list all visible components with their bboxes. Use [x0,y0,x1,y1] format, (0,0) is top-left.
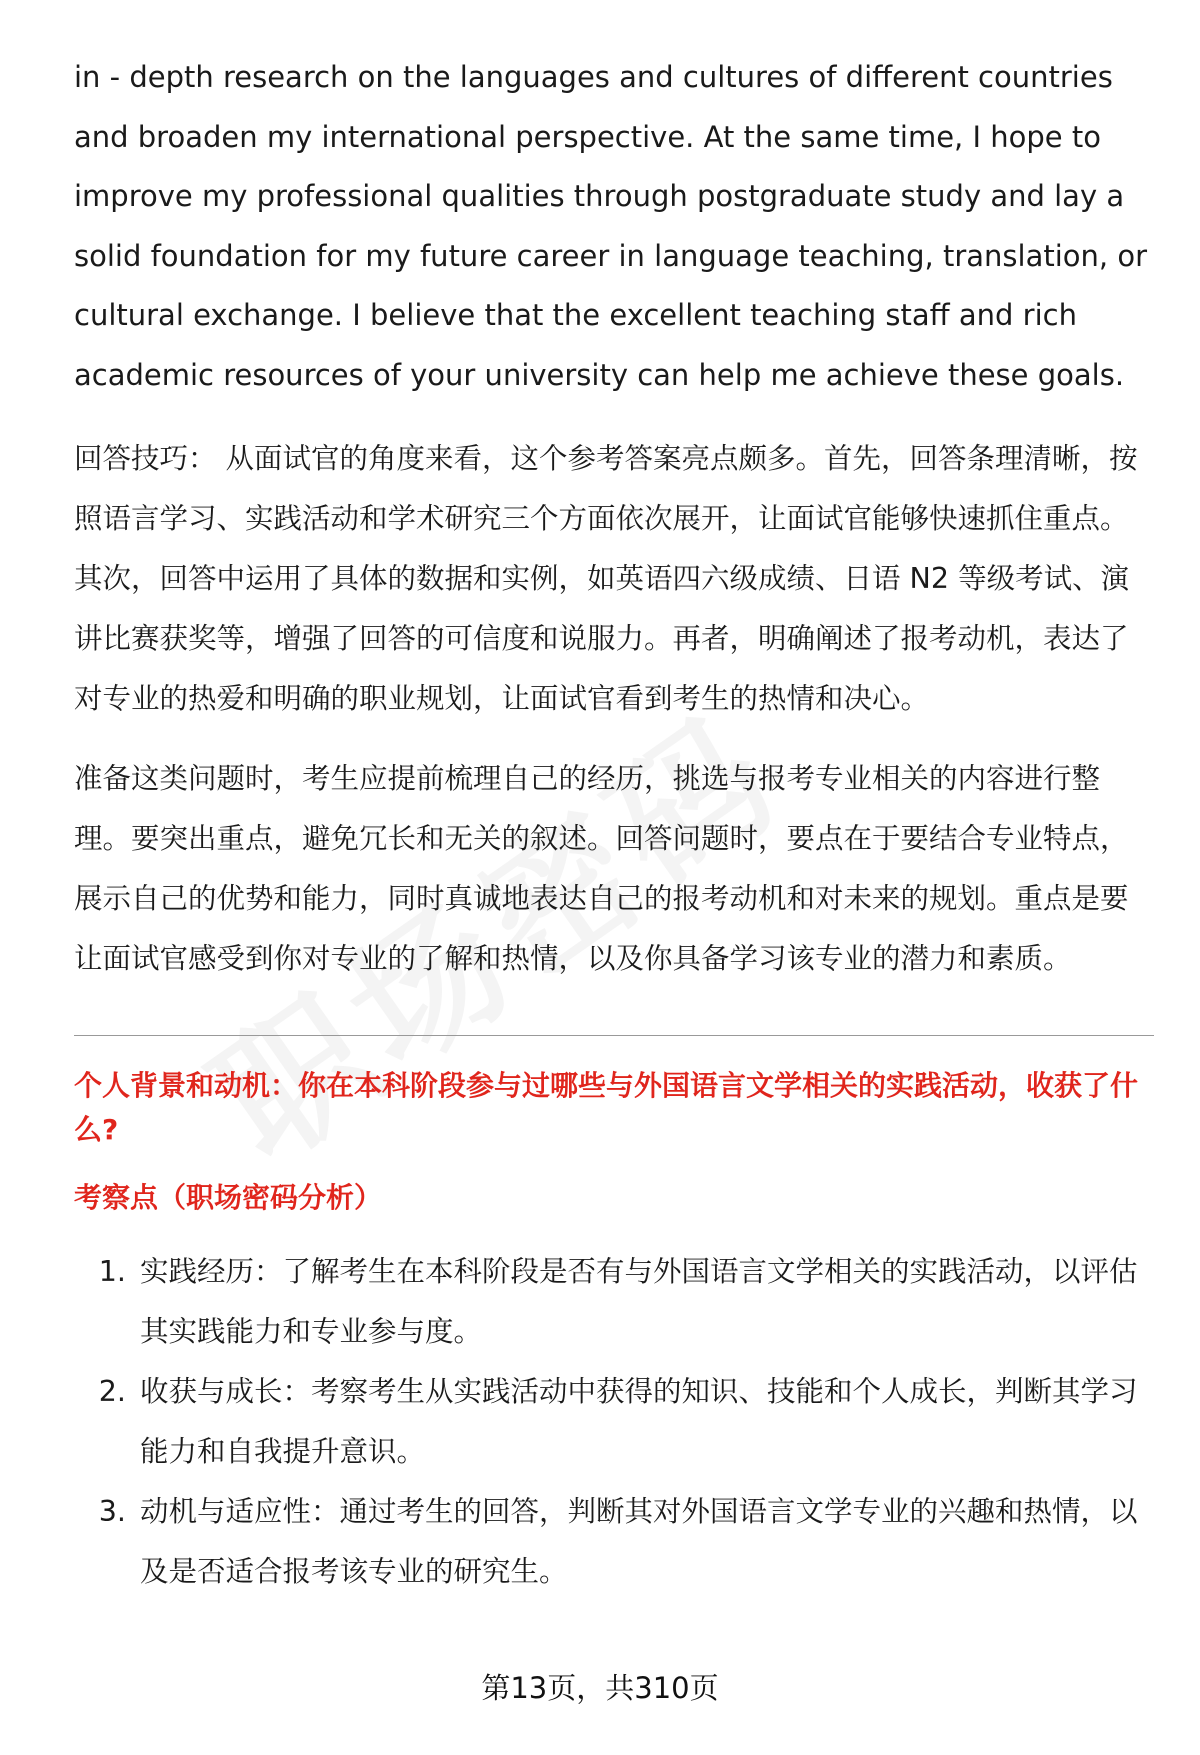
preparation-advice-paragraph: 准备这类问题时，考生应提前梳理自己的经历，挑选与报考专业相关的内容进行整理。要突出重点，避免冗长和无关的叙述。回答问题时，要点在于要结合专业特点，展示自己的优势和能力，同时真诚地表达自己的报考动机和对未来的规划。重点是要让面试官感受到你对专业的了解和热情，以及你具备学习该专业的潜力和素质。 [74,762,1129,975]
analysis-list [74,1242,1154,1602]
list-item-number: 3. [98,1495,126,1528]
list-item-number: 2. [98,1375,126,1408]
list-item-number: 1. [98,1255,126,1288]
section-divider [74,1035,1154,1036]
document-body [74,48,1154,1602]
list-item-text: 收获与成长：考察考生从实践活动中获得的知识、技能和个人成长，判断其学习能力和自我提升意识。 [140,1375,1138,1468]
page-footer: 第13页，共310页 [481,1671,719,1705]
question-heading: 个人背景和动机：你在本科阶段参与过哪些与外国语言文学相关的实践活动，收获了什么? [74,1069,1139,1146]
list-item [74,1362,1154,1482]
analysis-heading: 考察点（职场密码分析） [74,1181,383,1214]
answer-continuation-paragraph: in - depth research on the languages and cultures of different countries and broaden my international perspective. At the same time, I hope to improve my professional qualities through postgraduate study and lay a solid foundation for my future career in language teaching, translation, or cultural exchange. I believe that the excellent teaching staff and rich academic resources of your university can help me achieve these goals. [74,60,1147,392]
list-item [74,1242,1154,1362]
list-item-text: 动机与适应性：通过考生的回答，判断其对外国语言文学专业的兴趣和热情，以及是否适合报考该专业的研究生。 [140,1495,1138,1588]
answer-tips-paragraph: 回答技巧： 从面试官的角度来看，这个参考答案亮点颇多。首先，回答条理清晰，按照语言学习、实践活动和学术研究三个方面依次展开，让面试官能够快速抓住重点。其次，回答中运用了具体的数据和实例，如英语四六级成绩、日语 N2 等级考试、演讲比赛获奖等，增强了回答的可信度和说服力。再者，明确阐述了报考动机，表达了对专业的热爱和明确的职业规划，让面试官看到考生的热情和决心。 [74,442,1138,715]
list-item-text: 实践经历：了解考生在本科阶段是否有与外国语言文学相关的实践活动，以评估其实践能力和专业参与度。 [140,1255,1138,1348]
list-item [74,1482,1154,1602]
